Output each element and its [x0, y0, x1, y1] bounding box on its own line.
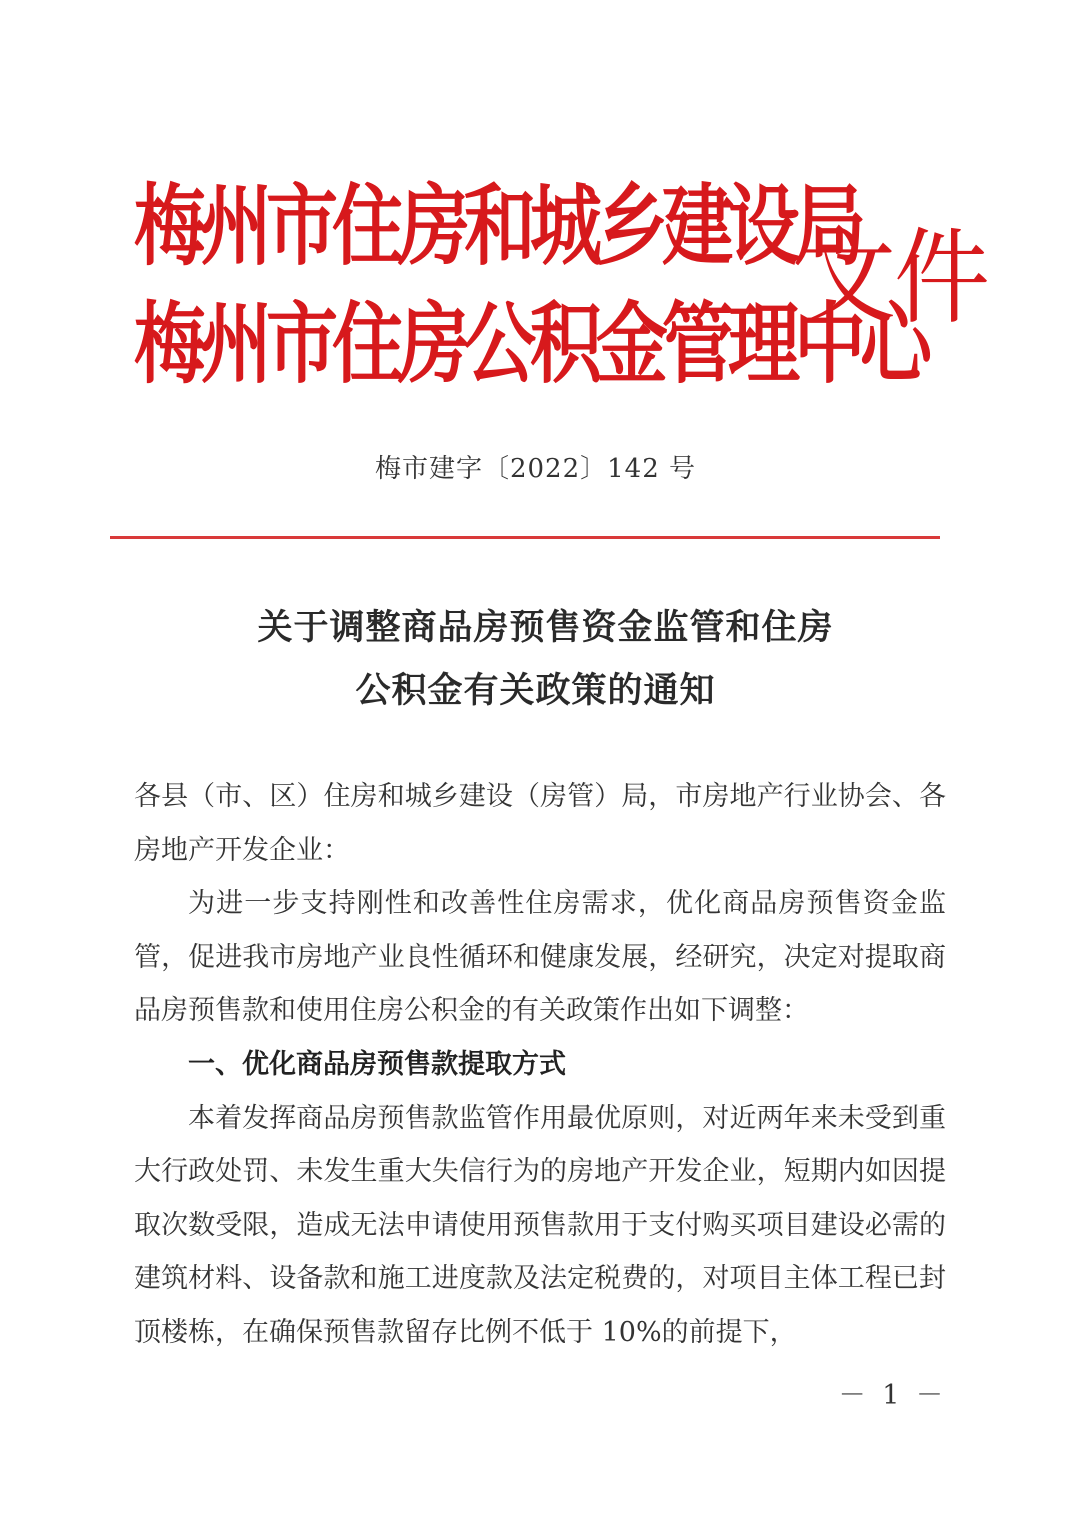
letterhead-line-1: 梅州市住房和城乡建设局 — [134, 174, 861, 278]
document-number: 梅市建字〔2022〕142 号 — [374, 454, 697, 484]
recipients-paragraph: 各县（市、区）住房和城乡建设（房管）局，市房地产行业协会、各房地产开发企业： — [134, 781, 946, 866]
intro-paragraph: 为进一步支持刚性和改善性住房需求，优化商品房预售资金监管，促进我市房地产业良性循环和健康发展，经研究，决定对提取商品房预售款和使用住房公积金的有关政策作出如下调整： — [134, 888, 946, 1027]
document-title-line-1: 关于调整商品房预售资金监管和住房 — [257, 608, 834, 648]
document-body — [134, 770, 946, 1360]
red-separator-line — [110, 536, 940, 539]
section-1-heading: 一、优化商品房预售款提取方式 — [188, 1048, 566, 1080]
section-1-paragraph: 本着发挥商品房预售款监管作用最优原则，对近两年来未受到重大行政处罚、未发生重大失信行为的房地产开发企业，短期内如因提取次数受限，造成无法申请使用预售款用于支付购买项目建设必需的建筑材料、设备款和施工进度款及法定税费的，对项目主体工程已封顶楼栋，在确保预售款留存比例不低于 10%的前提下， — [134, 1102, 946, 1348]
page-number: － 1 － — [838, 1380, 947, 1411]
document-title-line-2: 公积金有关政策的通知 — [355, 671, 716, 711]
letterhead-suffix: 文件 — [800, 217, 988, 339]
letterhead-line-2: 梅州市住房公积金管理中心 — [134, 292, 927, 396]
